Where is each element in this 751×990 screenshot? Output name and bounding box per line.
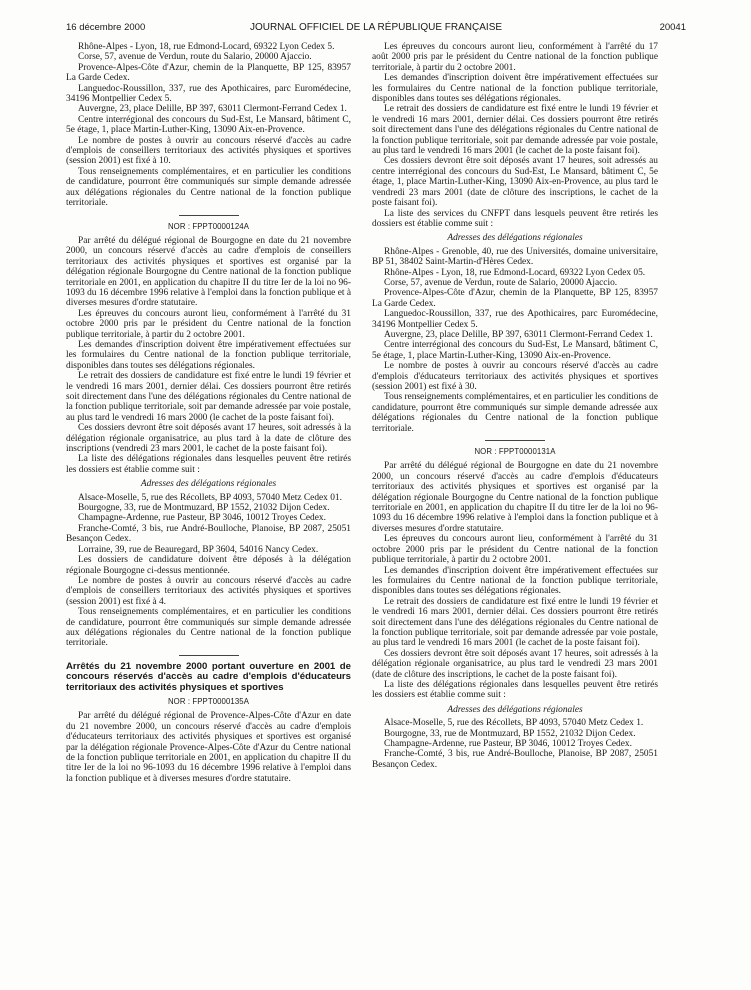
paragraph: Champagne-Ardenne, rue Pasteur, BP 3046, 10012 Troyes Cedex. bbox=[384, 739, 632, 749]
arrete-bourgogne-educateurs bbox=[372, 461, 658, 700]
paragraph: La liste des délégations régionales dans lesquelles peuvent être retirés les dossiers est établie comme suit : bbox=[372, 679, 658, 701]
paragraph: La liste des services du CNFPT dans lesquels peuvent être retirés les dossiers est établie comme suit : bbox=[372, 208, 658, 229]
paragraph: Rhône-Alpes - Grenoble, 40, rue des Universités, domaine universitaire, BP 51, 38402 Saint-Martin-d'Hères Cedex. bbox=[372, 246, 658, 268]
paragraph: Franche-Comté, 3 bis, rue André-Boulloche, Planoise, BP 2087, 25051 Besançon Cedex. bbox=[372, 749, 658, 770]
left-column bbox=[66, 42, 351, 784]
paragraph: Le nombre de postes à ouvrir au concours réservé d'accès au cadre d'emplois de conseillers territoriaux des activités physiques et sportives (session 2001) est fixé à 4. bbox=[66, 575, 351, 607]
section-heading: Adresses des délégations régionales bbox=[140, 479, 277, 490]
arrete-title: Arrêtés du 21 novembre 2000 portant ouverture en 2001 de concours réservés d'accès au cadre d'emplois d'éducateurs territoriaux des activités physiques et sportives bbox=[66, 660, 351, 693]
paragraph: Auvergne, 23, place Delille, BP 397, 63011 Clermont-Ferrand Cedex 1. bbox=[78, 104, 347, 115]
paragraph: Franche-Comté, 3 bis, rue André-Boulloche, Planoise, BP 2087, 25051 Besançon Cedex. bbox=[66, 523, 351, 545]
paragraph: Languedoc-Roussillon, 337, rue des Apothicaires, parc Euromédecine, 34196 Montpellier Cedex 5. bbox=[66, 83, 351, 105]
page-header bbox=[66, 22, 686, 38]
paragraph: Tous renseignements complémentaires, et en particulier les conditions de candidature, pourront être communiqués sur simple demande adressée aux délégations régionales du Centre national de la fonction publique territoriale. bbox=[66, 607, 351, 649]
journal-title: JOURNAL OFFICIEL DE LA RÉPUBLIQUE FRANÇAISE bbox=[249, 22, 503, 33]
paragraph: Bourgogne, 33, rue de Montmuzard, BP 1552, 21032 Dijon Cedex. bbox=[78, 503, 330, 514]
paragraph: Centre interrégional des concours du Sud-Est, Le Mansard, bâtiment C, 5e étage, 1, place Martin-Luther-King, 13090 Aix-en-Provence. bbox=[66, 114, 351, 136]
arrete-closing-paragraphs bbox=[372, 361, 658, 434]
paragraph: Centre interrégional des concours du Sud-Est, Le Mansard, bâtiment C, 5e étage, 1, place Martin-Luther-King, 13090 Aix-en-Provence. bbox=[372, 340, 658, 361]
paragraph: Le retrait des dossiers de candidature est fixé entre le lundi 19 février et le vendredi 16 mars 2001, dernier délai. Ces dossiers pourront être retirés soit directement dans l'une des délégations régionales du Centre national de la fonction publique territoriale, soit par demande adressée par voie postale, au plus tard le vendredi 16 mars 2001 (le cachet de la poste faisant foi). bbox=[372, 104, 658, 157]
paragraph: Bourgogne, 33, rue de Montmuzard, BP 1552, 21032 Dijon Cedex. bbox=[384, 728, 636, 739]
paragraph: Provence-Alpes-Côte d'Azur, chemin de la Planquette, BP 125, 83957 La Garde Cedex. bbox=[372, 288, 658, 309]
paragraph: Auvergne, 23, place Delille, BP 397, 63011 Clermont-Ferrand Cedex 1. bbox=[384, 329, 653, 340]
paragraph: Champagne-Ardenne, rue Pasteur, BP 3046, 10012 Troyes Cedex. bbox=[78, 513, 326, 524]
section-divider bbox=[179, 215, 239, 216]
paragraph: Tous renseignements complémentaires, et en particulier les conditions de candidature, pourront être communiqués sur simple demande adressée aux délégations régionales du Centre national de la fonction publique territoriale. bbox=[372, 392, 658, 434]
paragraph: Rhône-Alpes - Lyon, 18, rue Edmond-Locard, 69322 Lyon Cedex 05. bbox=[384, 267, 646, 278]
paragraph: Les épreuves du concours auront lieu, conformément à l'arrêté du 17 août 2000 pris par le président du Centre national de la fonction publique territoriale, à partir du 2 octobre 2001. bbox=[372, 42, 658, 73]
page-number: 20041 bbox=[659, 22, 686, 33]
section-heading: Adresses des délégations régionales bbox=[447, 233, 583, 244]
nor-reference: NOR : FPPT0000131A bbox=[474, 447, 556, 457]
paragraph: Ces dossiers devront être soit déposés avant 17 heures, soit adressés à la délégation régionale organisatrice, au plus tard le vendredi 23 mars 2001 (date de clôture des inscriptions, le cachet de la poste faisant foi). bbox=[372, 648, 658, 680]
section-divider bbox=[179, 655, 239, 656]
paragraph: Ces dossiers devront être soit déposés avant 17 heures, soit adressés à la délégation régionale organisatrice, au plus tard à la date de clôture des inscriptions (vendredi 23 mars 2001, le cachet de la poste faisant foi). bbox=[66, 423, 351, 455]
arrete-closing-paragraphs bbox=[66, 555, 351, 649]
paragraph: Les épreuves du concours auront lieu, conformément à l'arrêté du 31 octobre 2000 pris par le président du Centre national de la fonction publique territoriale, à partir du 2 octobre 2001. bbox=[66, 308, 351, 340]
nor-reference: NOR : FPPT0000124A bbox=[167, 221, 250, 231]
paragraph: Le nombre de postes à ouvrir au concours réservé d'accès au cadre d'emplois d'éducateurs territoriaux des activités physiques et sportives (session 2001) est fixé à 30. bbox=[372, 361, 658, 392]
paragraph: Le retrait des dossiers de candidature est fixé entre le lundi 19 février et le vendredi 16 mars 2001, dernier délai. Ces dossiers pourront être retirés soit directement dans l'une des délégations régionales du Centre national de la fonction publique territoriale, soit par demande adressée par voie postale, au plus tard le vendredi 16 mars 2001 (le cachet de la poste faisant foi). bbox=[372, 596, 658, 649]
header-date: 16 décembre 2000 bbox=[66, 22, 146, 33]
paragraph: Corse, 57, avenue de Verdun, route de Salario, 20000 Ajaccio. bbox=[384, 277, 618, 288]
section-divider bbox=[485, 440, 545, 441]
address-list bbox=[66, 493, 351, 555]
paragraph: Alsace-Moselle, 5, rue des Récollets, BP 4093, 57040 Metz Cedex 01. bbox=[78, 492, 342, 503]
intro-paragraphs bbox=[66, 136, 351, 209]
arrete-paca-continued bbox=[372, 42, 658, 229]
nor-reference: NOR : FPPT0000135A bbox=[167, 696, 250, 706]
paragraph: Alsace-Moselle, 5, rue des Récollets, BP 4093, 57040 Metz Cedex 1. bbox=[384, 718, 644, 729]
address-list bbox=[372, 718, 658, 770]
paragraph: Lorraine, 39, rue de Beauregard, BP 3604, 54016 Nancy Cedex. bbox=[78, 544, 319, 555]
paragraph: Le nombre de postes à ouvrir au concours réservé d'accès au cadre d'emplois de conseillers territoriaux des activités physiques et sportives (session 2001) est fixé à 10. bbox=[66, 135, 351, 167]
paragraph: Les épreuves du concours auront lieu, conformément à l'arrêté du 31 octobre 2000 pris par le président du Centre national de la fonction publique territoriale, à partir du 2 octobre 2001. bbox=[372, 534, 658, 566]
paragraph: Ces dossiers devront être soit déposés avant 17 heures, soit adressés au centre interrégional des concours du Sud-Est, Le Mansard, bâtiment C, 5e étage, 1, place Martin-Luther-King, 13090 Aix-en-Provence, au plus tard le vendredi 23 mars 2001 (date de clôture des inscriptions, le cachet de la poste faisant foi). bbox=[372, 156, 658, 209]
paragraph: Languedoc-Roussillon, 337, rue des Apothicaires, parc Euromédecine, 34196 Montpellier Cedex 5. bbox=[372, 309, 658, 330]
paragraph: Le retrait des dossiers de candidature est fixé entre le lundi 19 février et le vendredi 16 mars 2001, dernier délai. Ces dossiers pourront être retirés soit directement dans l'une des délégations régionales du Centre national de la fonction publique territoriale, soit par demande adressée par voie postale, au plus tard le vendredi 16 mars 2000 (le cachet de la poste faisant foi). bbox=[66, 371, 351, 423]
paragraph: Tous renseignements complémentaires, et en particulier les conditions de candidature, pourront être communiqués sur simple demande adressée aux délégations régionales du Centre national de la fonction publique territoriale. bbox=[66, 166, 351, 209]
paragraph: Rhône-Alpes - Lyon, 18, rue Edmond-Locard, 69322 Lyon Cedex 5. bbox=[78, 42, 335, 52]
paragraph: Les demandes d'inscription doivent être impérativement effectuées sur les formulaires du Centre national de la fonction publique territoriale, disponibles dans toutes ses délégations régionales. bbox=[372, 73, 658, 105]
paragraph: Les demandes d'inscription doivent être impérativement effectuées sur les formulaires du Centre national de la fonction publique territoriale, disponibles dans toutes ses délégations régionales. bbox=[66, 339, 351, 371]
right-column bbox=[372, 42, 658, 770]
address-list bbox=[372, 247, 658, 361]
paragraph: Par arrêté du délégué régional de Bourgogne en date du 21 novembre 2000, un concours réservé d'accès au cadre d'emplois de conseillers territoriaux des activités physiques et sportives est organisé par la délégation régionale Bourgogne du Centre national de la fonction publique territoriale en 2001, en application du chapitre II du titre Ier de la loi no 96-1093 du 16 décembre 1996 relative à l'emploi dans la fonction publique et à diverses mesures d'ordre statutaire. bbox=[66, 235, 351, 309]
arrete-paca-educateurs bbox=[66, 711, 351, 784]
paragraph: Provence-Alpes-Côte d'Azur, chemin de la Planquette, BP 125, 83957 La Garde Cedex. bbox=[66, 62, 351, 84]
arrete-bourgogne-conseillers bbox=[66, 236, 351, 475]
paragraph: Corse, 57, avenue de Verdun, route du Salario, 20000 Ajaccio. bbox=[78, 52, 312, 63]
intro-address-list bbox=[66, 42, 351, 136]
paragraph: Par arrêté du délégué régional de Provence-Alpes-Côte d'Azur en date du 21 novembre 2000, un concours réservé d'accès au cadre d'emplois d'éducateurs territoriaux des activités physiques et sportives est organisé par la délégation régionale Provence-Alpes-Côte d'Azur du Centre national de la fonction publique territoriale en 2001, en application du chapitre II du titre Ier de la loi no 96-1093 du 16 décembre 1996 relative à l'emploi dans la fonction publique et à diverses mesures d'ordre statutaire. bbox=[66, 711, 351, 784]
paragraph: Par arrêté du délégué régional de Bourgogne en date du 21 novembre 2000, un concours réservé d'accès au cadre d'emplois d'éducateurs territoriaux des activités physiques et sportives est organisé par la délégation régionale Bourgogne du Centre national de la fonction publique territoriale en 2001, en application du chapitre II du titre Ier de la loi no 96-1093 du 16 décembre 1996 relative à l'emploi dans la fonction publique et à diverses mesures d'ordre statutaire. bbox=[372, 461, 658, 534]
paragraph: Les dossiers de candidature doivent être déposés à la délégation régionale Bourgogne ci-dessus mentionnée. bbox=[66, 555, 351, 576]
paragraph: La liste des délégations régionales dans lesquelles peuvent être retirés les dossiers est établie comme suit : bbox=[66, 454, 351, 475]
paragraph: Les demandes d'inscription doivent être impérativement effectuées sur les formulaires du Centre national de la fonction publique territoriale, disponibles dans toutes ses délégations régionales. bbox=[372, 565, 658, 597]
section-heading: Adresses des délégations régionales bbox=[447, 704, 583, 715]
